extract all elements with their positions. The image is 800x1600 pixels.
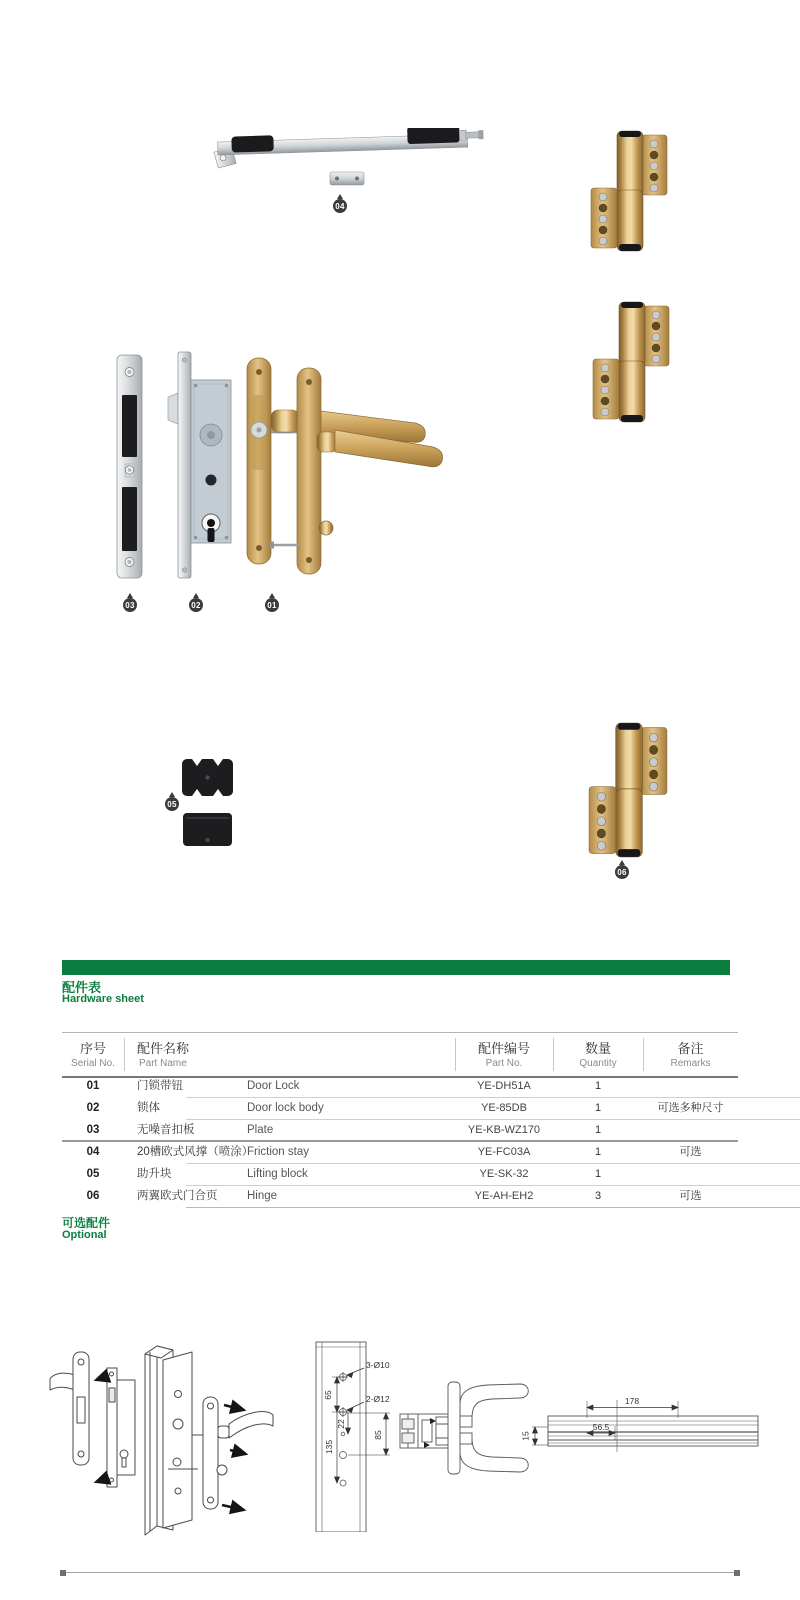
table-row <box>62 1119 738 1141</box>
optional-label-en: Optional <box>62 1229 107 1241</box>
handle-section-drawing <box>396 1376 536 1480</box>
row-divider <box>186 1119 800 1120</box>
header-serial-cn: 序号 <box>79 1041 106 1056</box>
header-qty-cn: 数量 <box>584 1041 611 1056</box>
dim-65: 65 <box>323 1390 333 1400</box>
table-row <box>62 1097 738 1119</box>
friction-stay-image <box>198 128 488 208</box>
dim-135: 135 <box>324 1439 334 1455</box>
group-divider <box>62 1140 738 1142</box>
lifting-block-image-bottom <box>183 810 233 848</box>
cell-qty: 3 <box>594 1190 602 1202</box>
door-lock-set-image <box>85 340 455 615</box>
row-divider <box>186 1097 800 1098</box>
part-marker-06-label: 06 <box>617 867 627 877</box>
cell-name-en: Door Lock <box>247 1080 300 1092</box>
table-row <box>62 1141 738 1163</box>
header-serial-en: Serial No. <box>71 1058 115 1069</box>
dim-56-5: 56.5 <box>592 1422 610 1432</box>
header-name-en: Part Name <box>139 1058 187 1069</box>
cell-part-no: YE-FC03A <box>477 1146 531 1158</box>
header-qty-en: Quantity <box>579 1058 617 1069</box>
green-divider-bar <box>62 960 730 975</box>
exploded-assembly-drawing <box>40 1302 295 1542</box>
cell-part-no: YE-SK-32 <box>479 1168 529 1180</box>
parts-table-header <box>62 1032 738 1078</box>
part-marker-04 <box>333 199 347 213</box>
cell-name-en: Plate <box>247 1124 274 1136</box>
part-marker-06 <box>615 865 629 879</box>
cell-serial: 04 <box>86 1146 100 1158</box>
part-marker-05-label: 05 <box>167 799 177 809</box>
cell-name-cn: 助升块 <box>137 1168 172 1180</box>
table-row <box>62 1185 738 1207</box>
lifting-block-image-top <box>182 757 234 798</box>
cell-part-no: YE-KB-WZ170 <box>467 1124 541 1136</box>
header-partno-en: Part No. <box>485 1058 523 1069</box>
cell-serial: 06 <box>86 1190 100 1202</box>
header-separator <box>124 1038 125 1071</box>
dim-15: 15 <box>520 1431 531 1441</box>
cell-remarks: 可选多种尺寸 <box>657 1102 724 1114</box>
cell-part-no: YE-85DB <box>481 1102 527 1114</box>
footer-rule-end-left <box>60 1570 66 1576</box>
cell-qty: 1 <box>594 1124 602 1136</box>
section-title-en: Hardware sheet <box>62 993 144 1005</box>
strike-plate-image <box>117 355 142 578</box>
header-partno-cn: 配件编号 <box>477 1041 530 1056</box>
cell-qty: 1 <box>594 1146 602 1158</box>
hinge-image-middle <box>590 301 672 423</box>
dim-top-holes: 3-Ø10 <box>366 1360 390 1370</box>
section-title-cn: 配件表 <box>62 980 102 995</box>
row-divider <box>186 1207 800 1208</box>
part-marker-02 <box>189 598 203 612</box>
optional-label-cn: 可选配件 <box>62 1216 111 1230</box>
cell-name-cn: 门锁带钮 <box>137 1080 183 1092</box>
table-row <box>62 1075 738 1097</box>
part-marker-01 <box>265 598 279 612</box>
header-remarks-cn: 备注 <box>677 1041 704 1056</box>
hinge-image-bottom <box>586 722 670 858</box>
footer-rule <box>62 1572 738 1573</box>
cell-name-cn: 20槽欧式风撑（喷涂） <box>137 1146 254 1158</box>
cell-name-en: Hinge <box>247 1190 278 1202</box>
row-divider <box>186 1185 800 1186</box>
part-marker-02-label: 02 <box>191 600 201 610</box>
cell-name-cn: 两翼欧式门合页 <box>137 1190 218 1202</box>
hinge-image-top <box>588 130 670 252</box>
part-marker-03 <box>123 598 137 612</box>
dim-mid-holes: 2-Ø12 <box>366 1394 390 1404</box>
cell-name-en: Friction stay <box>247 1146 309 1158</box>
cell-name-cn: 无噪音扣板 <box>137 1124 195 1136</box>
header-remarks-en: Remarks <box>670 1058 711 1069</box>
header-separator <box>553 1038 554 1071</box>
lock-body-image <box>168 352 231 578</box>
dim-22: 22 <box>336 1419 346 1429</box>
cell-name-cn: 锁体 <box>137 1102 160 1114</box>
cell-remarks: 可选 <box>679 1190 702 1202</box>
table-row <box>62 1163 738 1185</box>
handle-set-image <box>247 358 443 574</box>
part-marker-04-label: 04 <box>335 201 345 211</box>
cell-serial: 01 <box>86 1080 100 1092</box>
cell-remarks: 可选 <box>679 1146 702 1158</box>
row-divider <box>186 1163 800 1164</box>
footer-rule-end-right <box>734 1570 740 1576</box>
cell-qty: 1 <box>594 1168 602 1180</box>
cell-serial: 02 <box>86 1102 100 1114</box>
part-marker-03-label: 03 <box>125 600 135 610</box>
header-separator <box>455 1038 456 1071</box>
header-name-cn: 配件名称 <box>137 1041 190 1056</box>
dim-178: 178 <box>624 1396 640 1406</box>
cell-part-no: YE-DH51A <box>477 1080 531 1092</box>
cell-qty: 1 <box>594 1102 602 1114</box>
cell-name-en: Door lock body <box>247 1102 324 1114</box>
header-separator <box>643 1038 644 1071</box>
rail-dimension-drawing <box>520 1388 765 1458</box>
part-marker-01-label: 01 <box>267 600 277 610</box>
cell-qty: 1 <box>594 1080 602 1092</box>
part-marker-05 <box>165 797 179 811</box>
cell-part-no: YE-AH-EH2 <box>474 1190 534 1202</box>
cell-name-en: Lifting block <box>247 1168 308 1180</box>
dim-85: 85 <box>373 1430 383 1440</box>
cell-serial: 03 <box>86 1124 100 1136</box>
cell-serial: 05 <box>86 1168 100 1180</box>
